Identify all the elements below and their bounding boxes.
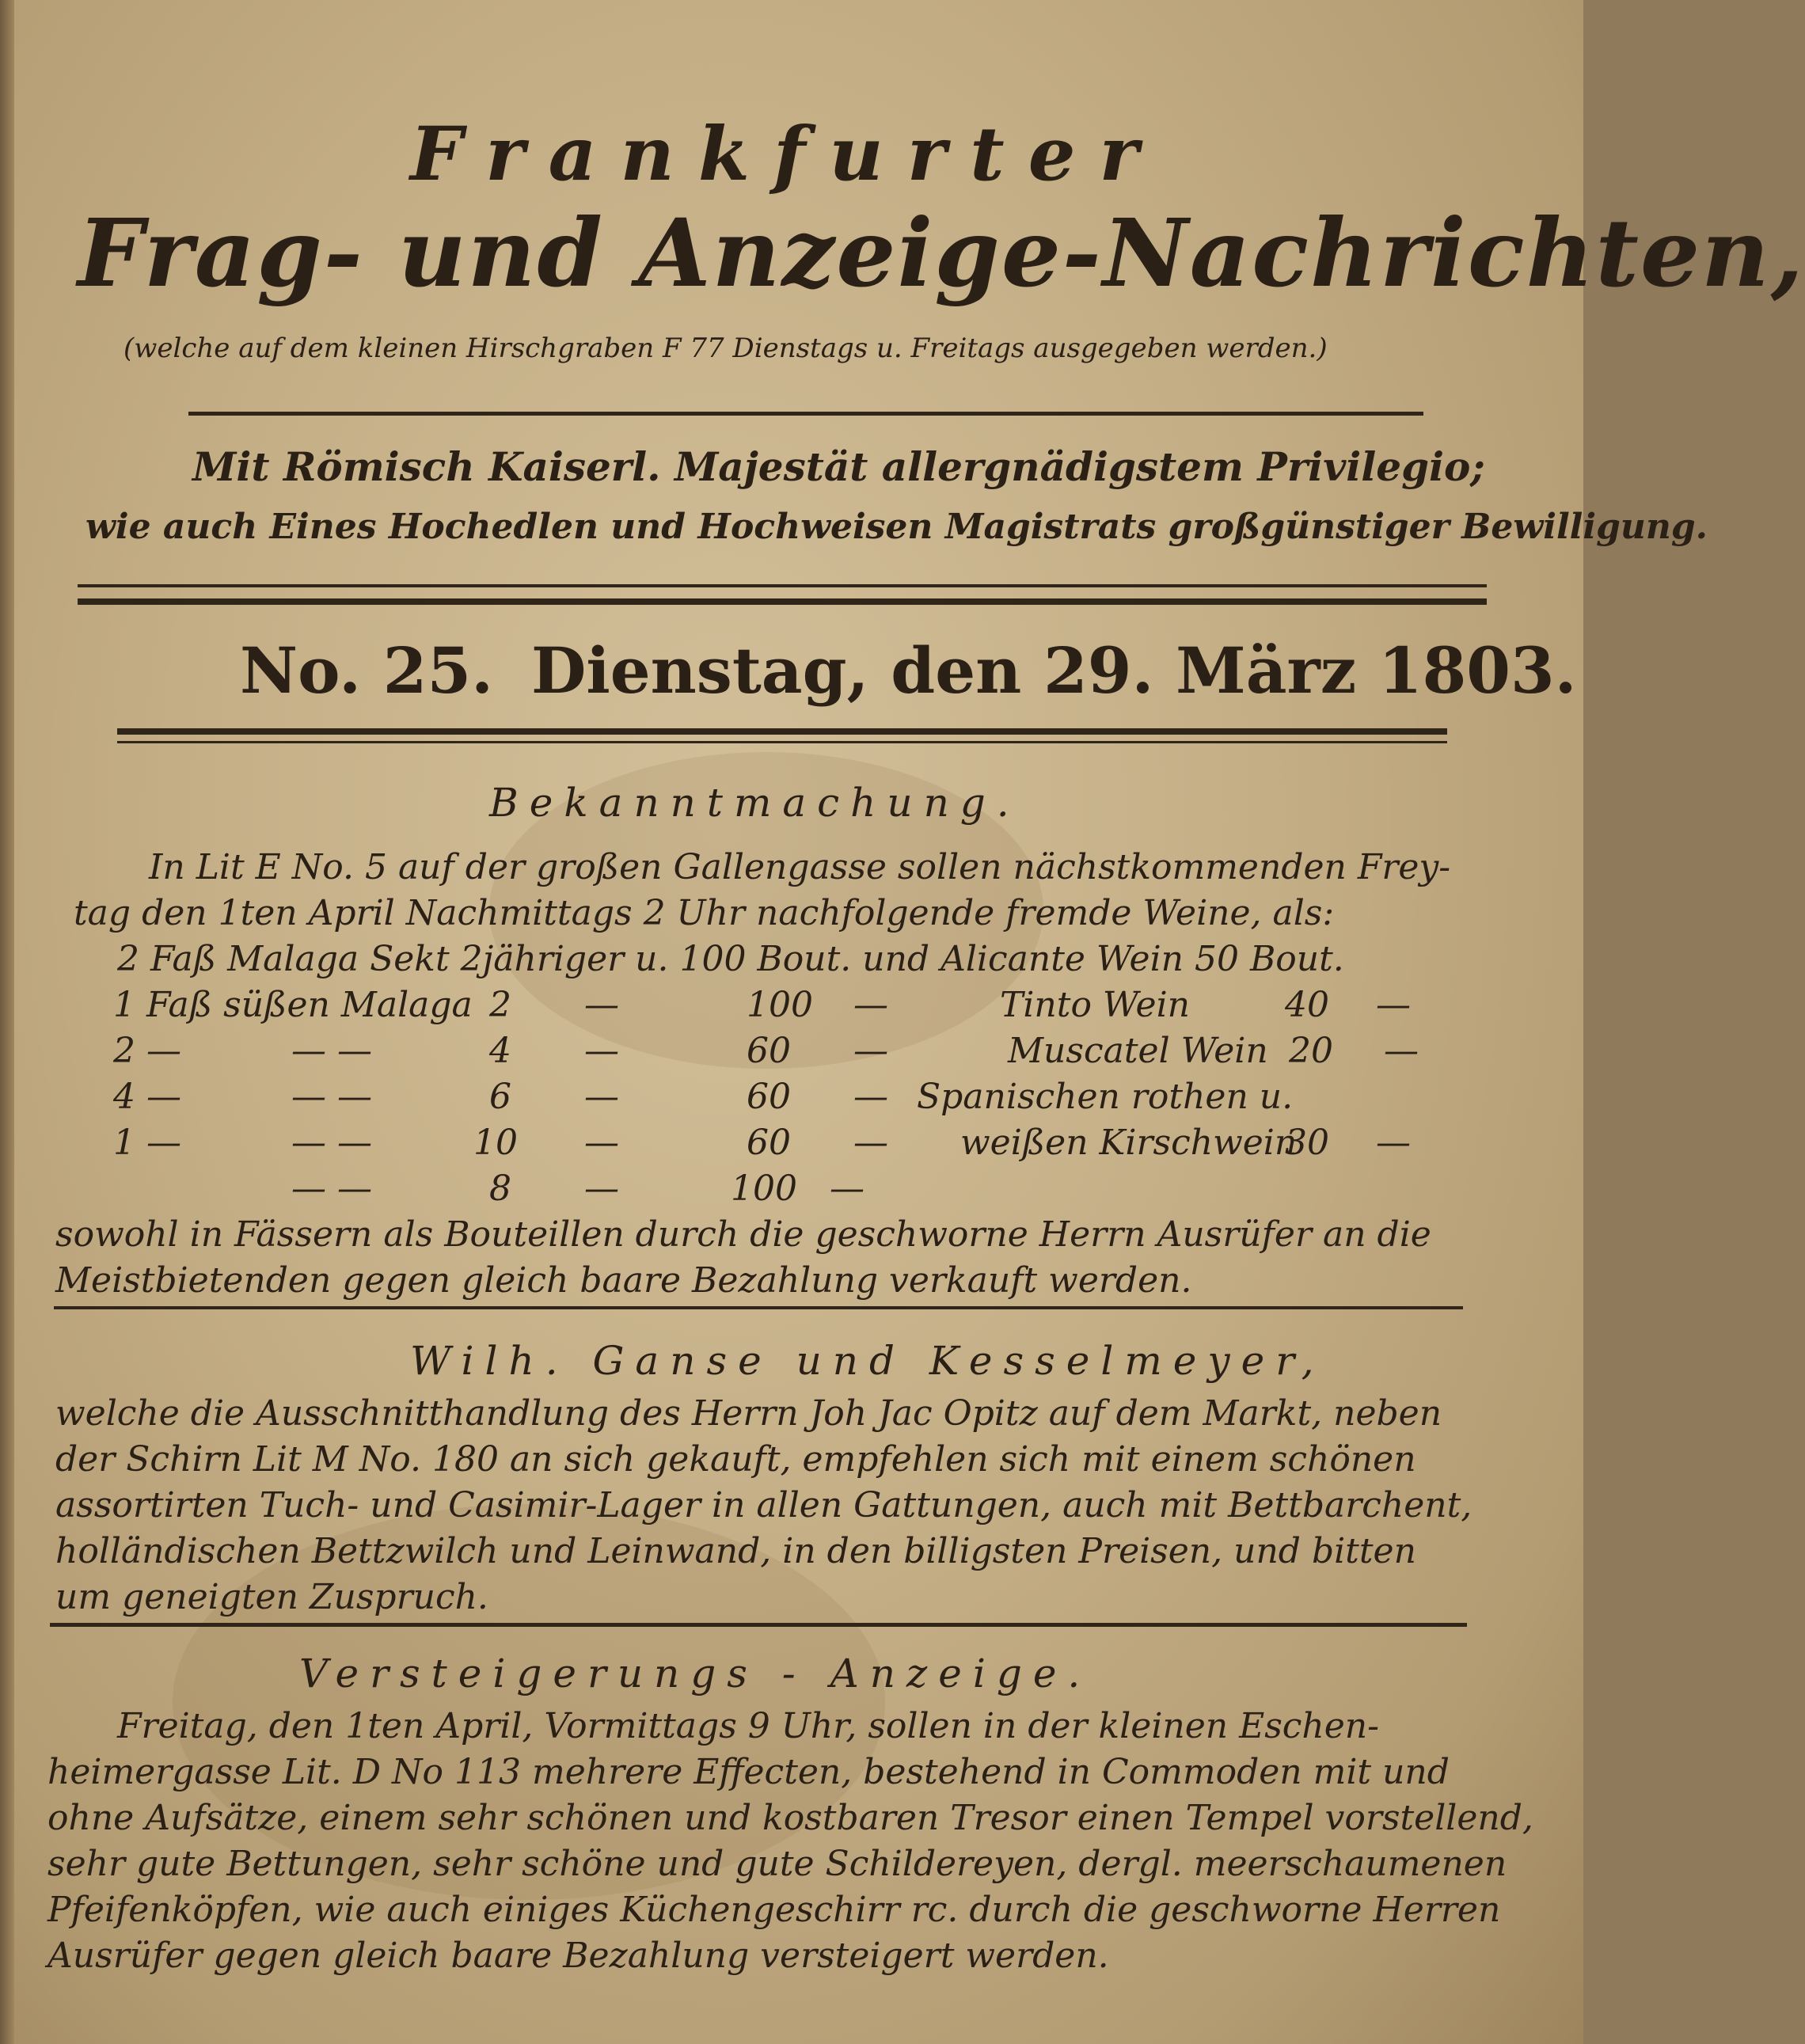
notice-text-line: welche die Ausschnitthandlung des Herrn Joh Jac Opitz auf dem Markt, neben [55, 1393, 1442, 1434]
wine-table-cell: 1 — [113, 1123, 181, 1163]
wine-table-cell: 6 [489, 1077, 511, 1117]
wine-table-cell: 100 [747, 985, 813, 1025]
divider [50, 1623, 1467, 1627]
divider [188, 412, 1423, 416]
notice-text-line: tag den 1ten April Nachmittags 2 Uhr nachfolgende fremde Weine, als: [74, 893, 1335, 933]
wine-table-cell: — — [291, 1077, 372, 1117]
wine-table-cell: Spanischen rothen u. [917, 1077, 1294, 1117]
wine-table-cell: — — [291, 1123, 372, 1163]
wine-table-cell: 40 [1285, 985, 1329, 1025]
notice-text-line: assortirten Tuch- und Casimir-Lager in allen Gattungen, auch mit Bettbarchent, [55, 1485, 1472, 1525]
notice-text-line: Pfeifenköpfen, wie auch einiges Küchengeschirr rc. durch die geschworne Herren [48, 1890, 1501, 1930]
wine-table-cell: — [584, 985, 619, 1025]
notice-text-line: der Schirn Lit M No. 180 an sich gekauft, empfehlen sich mit einem schönen [55, 1439, 1416, 1480]
newspaper-page [14, 0, 1805, 2044]
wine-table-cell: 60 [747, 1077, 791, 1117]
wine-table-cell: 30 [1285, 1123, 1329, 1163]
wine-table-cell: — [584, 1031, 619, 1071]
notice-text-line: Ausrüfer gegen gleich baare Bezahlung versteigert werden. [48, 1936, 1109, 1976]
notice-text-line: sehr gute Bettungen, sehr schöne und gute Schildereyen, dergl. meerschaumenen [48, 1844, 1507, 1884]
notice-text-line: 2 Faß Malaga Sekt 2jähriger u. 100 Bout. und Alicante Wein 50 Bout. [117, 939, 1344, 979]
wine-table-cell: 4 — [113, 1077, 181, 1117]
wine-table-cell: — [830, 1168, 864, 1209]
divider [117, 741, 1447, 743]
wine-table-cell: — — [291, 1168, 372, 1209]
notice-text-line: sowohl in Fässern als Bouteillen durch die geschworne Herrn Ausrüfer an die [55, 1214, 1431, 1255]
divider [78, 584, 1487, 587]
wine-table-cell: 4 [489, 1031, 511, 1071]
notice-text-line: heimergasse Lit. D No 113 mehrere Effecten, bestehend in Commoden mit und [48, 1752, 1450, 1792]
wine-table-cell: 20 [1289, 1031, 1333, 1071]
wine-table-cell: — [1376, 985, 1411, 1025]
wine-table-cell: Muscatel Wein [1008, 1031, 1268, 1071]
privilege-line-1: Mit Römisch Kaiserl. Majestät allergnädigstem Privilegio; [192, 443, 1485, 490]
masthead-subtitle: (welche auf dem kleinen Hirschgraben F 77 Dienstags u. Freitags ausgegeben werden.) [124, 332, 1328, 364]
notice-heading: Wilh. Ganse und Kesselmeyer, [410, 1338, 1325, 1384]
notice-text-line: Meistbietenden gegen gleich baare Bezahlung verkauft werden. [55, 1260, 1192, 1301]
divider [54, 1306, 1463, 1309]
notice-heading: Bekanntmachung. [489, 780, 1020, 826]
wine-table-cell: 10 [473, 1123, 518, 1163]
wine-table-cell: 2 [489, 985, 511, 1025]
wine-table-cell: — [853, 1077, 888, 1117]
masthead-city: Frankfurter [410, 111, 1163, 198]
wine-table-cell: — [1384, 1031, 1419, 1071]
wine-table-cell: Tinto Wein [1000, 985, 1191, 1025]
wine-table-cell: 60 [747, 1031, 791, 1071]
issue-line [240, 633, 1614, 708]
notice-heading: Versteigerungs - Anzeige. [299, 1651, 1092, 1696]
privilege-line-2: wie auch Eines Hochedlen und Hochweisen Magistrats großgünstiger Bewilligung. [86, 507, 1708, 547]
masthead-title: Frag- und Anzeige-Nachrichten, [78, 198, 1805, 308]
wine-table-cell: 100 [731, 1168, 797, 1209]
wine-table-cell: 1 Faß süßen Malaga [113, 985, 473, 1025]
wine-table-cell: 8 [489, 1168, 511, 1209]
wine-table-cell: — [1376, 1123, 1411, 1163]
notice-text-line: In Lit E No. 5 auf der großen Gallengasse sollen nächstkommenden Frey- [149, 847, 1451, 887]
notice-text-line: holländischen Bettzwilch und Leinwand, in den billigsten Preisen, und bitten [55, 1531, 1416, 1571]
issue-number: No. 25. [240, 633, 493, 708]
wine-table-cell: — [584, 1168, 619, 1209]
wine-table-cell: 2 — [113, 1031, 181, 1071]
wine-table-cell: — [853, 1031, 888, 1071]
wine-table-cell: 60 [747, 1123, 791, 1163]
wine-table-cell: weißen Kirschwein [960, 1123, 1298, 1163]
wine-table-cell: — [853, 1123, 888, 1163]
book-binding-edge [0, 0, 14, 2044]
wine-table-cell: — [584, 1123, 619, 1163]
notice-text-line: um geneigten Zuspruch. [55, 1577, 488, 1617]
notice-text-line: Freitag, den 1ten April, Vormittags 9 Uhr, sollen in der kleinen Eschen- [117, 1706, 1380, 1746]
wine-table-cell: — — [291, 1031, 372, 1071]
divider [78, 598, 1487, 605]
issue-date: Dienstag, den 29. März 1803. [530, 633, 1577, 708]
divider [117, 728, 1447, 735]
notice-text-line: ohne Aufsätze, einem sehr schönen und kostbaren Tresor einen Tempel vorstellend, [48, 1798, 1533, 1838]
wine-table-cell: — [853, 985, 888, 1025]
wine-table-cell: — [584, 1077, 619, 1117]
